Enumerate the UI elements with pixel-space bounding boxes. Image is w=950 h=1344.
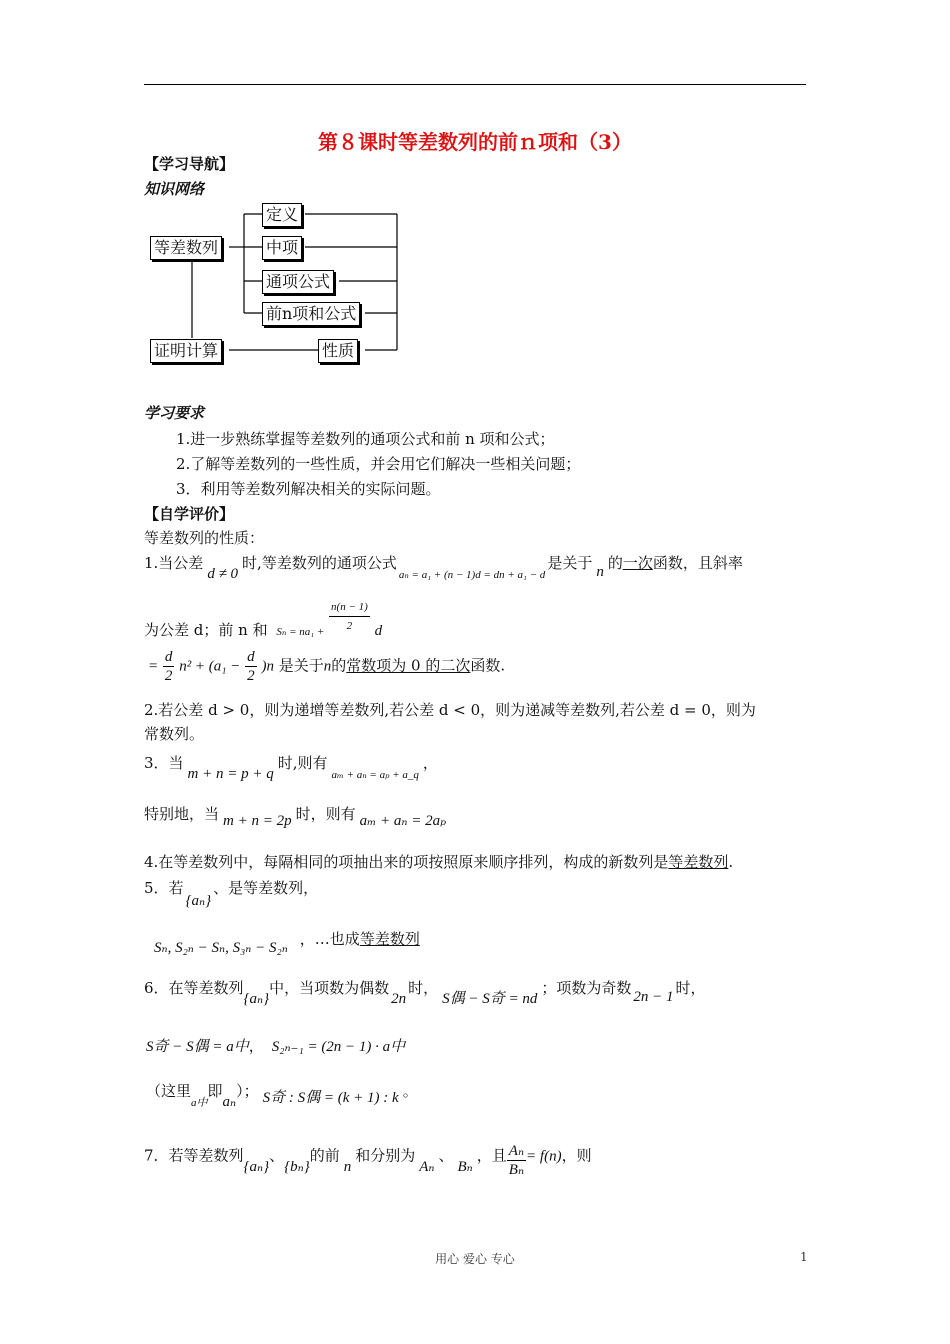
item-3-line-2: 特别地，当 m + n = 2p 时，则有 aₘ + aₙ = 2aₚ: [144, 805, 447, 829]
requirement-1: 1.进一步熟练掌握等差数列的通项公式和前 n 项和公式；: [176, 430, 555, 448]
item-2-line-1: 2.若公差 d > 0，则为递增等差数列,若公差 d < 0，则为递减等差数列,若公差 d = 0，则为: [144, 701, 756, 719]
item-5-line-2: Sₙ, S₂ₙ − Sₙ, S₃ₙ − S₂ₙ ，…也成等差数列: [154, 930, 420, 956]
page-number: 1: [800, 1250, 808, 1264]
sum-fraction: $\frac{n(n - 1)}{2}$: [329, 598, 370, 635]
node-general-formula: 通项公式: [262, 270, 334, 294]
section-learning-nav: 【学习导航】: [144, 155, 235, 173]
ratio-fraction: $\frac{\text{Aₙ}}{\text{Bₙ}}$: [508, 1143, 525, 1178]
node-proof-calculation: 证明计算: [150, 339, 222, 363]
section-self-evaluation: 【自学评价】: [144, 505, 235, 523]
node-properties: 性质: [318, 339, 358, 363]
node-sum-formula: 前n项和公式: [262, 302, 360, 326]
properties-intro: 等差数列的性质：: [144, 529, 265, 547]
item-4: 4.在等差数列中，每隔相同的项抽出来的项按照原来顺序排列，构成的新数列是等差数列.: [144, 853, 734, 871]
page-footer: 用心 爱心 专心: [435, 1252, 515, 1266]
item-5-line-1: 5．若{aₙ}、是等差数列，: [144, 879, 319, 909]
node-definition: 定义: [262, 203, 302, 227]
subheading-requirements: 学习要求: [144, 404, 205, 422]
d-over-2-fraction: $\frac{d}{2}$: [164, 649, 173, 684]
item-1-line-1: 1.当公差d ≠ 0时,等差数列的通项公式$_{a_n = a_1 + (n - 1)d = dn + a_1 - d}$是关于 n 的一次函数，且斜率: [144, 554, 743, 582]
item-6-line-1: 6．在等差数列{aₙ}中，当项数为偶数2n时，S偶 − S奇 = nd；项数为奇数 2n − 1 时，: [144, 979, 706, 1007]
d-over-2-fraction-2: $\frac{d}{2}$: [247, 649, 255, 684]
item-2-line-2: 常数列。: [144, 725, 205, 743]
requirement-3: 3．利用等差数列解决相关的实际问题。: [176, 480, 441, 498]
subheading-knowledge-network: 知识网络: [144, 180, 205, 198]
item-3-line-1: 3．当m + n = p + q时,则有$_{a_m + a_n = a_p + a\_q}$，: [144, 754, 438, 782]
item-1-line-3: = $\frac{d}{2}$ n² + (a₁ − $\frac{d}{2}$ )n 是关于n的常数项为 0 的二次函数.: [148, 649, 506, 684]
page-title: 第８课时等差数列的前ｎ项和（3）: [318, 130, 632, 154]
item-1-line-2: 为公差 d；前 n 和 $_{S_n = na_1 +}$ $\frac{n(n - 1)}{2}$ d: [144, 598, 382, 635]
requirement-2: 2.了解等差数列的一些性质，并会用它们解决一些相关问题；: [176, 455, 581, 473]
item-6-line-3: （这里$_{a中}$即aₙ）； S奇 : S偶 = (k + 1) : k 。: [146, 1082, 418, 1110]
node-arithmetic-sequence: 等差数列: [150, 236, 222, 260]
item-6-line-2: S奇 − S偶 = a中， S₂ₙ₋₁ = (2n − 1) · a中: [146, 1037, 406, 1055]
node-middle-term: 中项: [262, 236, 302, 260]
item-7: 7．若等差数列{aₙ}、{bₙ}的前n和分别为Aₙ、Bₙ，且 $\frac{\text{Aₙ}}{\text{Bₙ}}$ = f(n)，则: [144, 1143, 592, 1178]
